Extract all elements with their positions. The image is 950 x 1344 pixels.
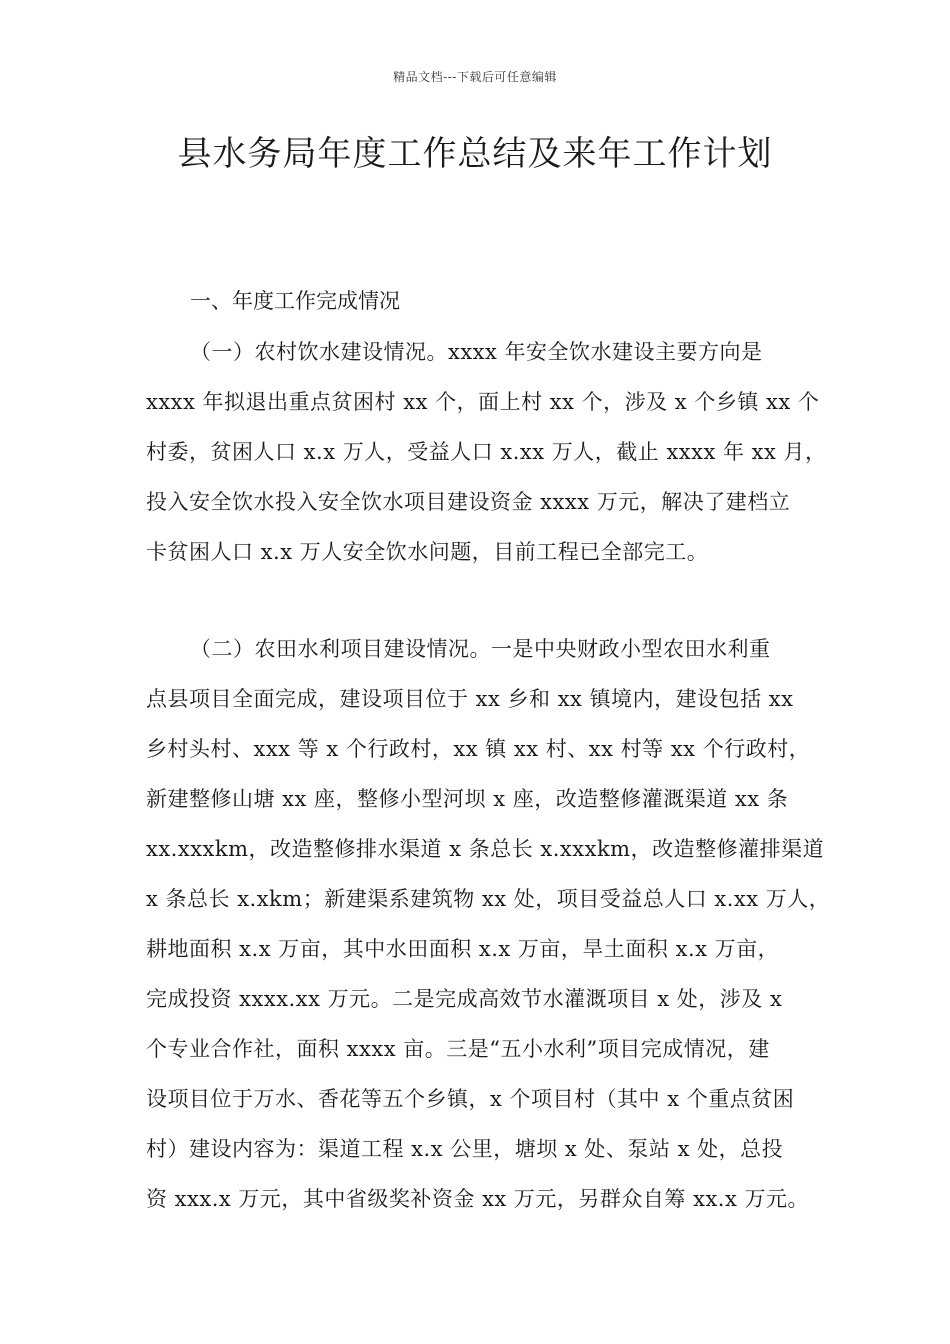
section-heading: 一、年度工作完成情况	[190, 289, 400, 313]
paragraph-line: 设项目位于万水、香花等五个乡镇，x 个项目村（其中 x 个重点贫困	[146, 1087, 795, 1111]
paragraph-line: （一）农村饮水建设情况。xxxx 年安全饮水建设主要方向是	[190, 340, 763, 364]
paragraph-line: 完成投资 xxxx.xx 万元。二是完成高效节水灌溉项目 x 处，涉及 x	[146, 987, 783, 1011]
document-title: 县水务局年度工作总结及来年工作计划	[177, 134, 773, 174]
paragraph-line: x 条总长 x.xkm；新建渠系建筑物 xx 处，项目受益总人口 x.xx 万人，	[146, 887, 831, 911]
paragraph-line: 乡村头村、xxx 等 x 个行政村，xx 镇 xx 村、xx 村等 xx 个行政村，	[146, 737, 811, 761]
paragraph-line: 资 xxx.x 万元，其中省级奖补资金 xx 万元，另群众自筹 xx.x 万元。	[146, 1187, 809, 1211]
paragraph-line: 点县项目全面完成，建设项目位于 xx 乡和 xx 镇境内，建设包括 xx	[146, 687, 794, 711]
paragraph-rural-drinking-water	[146, 327, 827, 577]
header-note: 精品文档---下载后可任意编辑	[393, 70, 557, 84]
paragraph-farmland-irrigation	[146, 624, 831, 1224]
paragraph-line: 个专业合作社，面积 xxxx 亩。三是“五小水利”项目完成情况，建	[146, 1037, 770, 1061]
paragraph-line: （二）农田水利项目建设情况。一是中央财政小型农田水利重	[190, 637, 771, 661]
paragraph-line: 卡贫困人口 x.x 万人安全饮水问题，目前工程已全部完工。	[146, 540, 709, 564]
paragraph-line: 投入安全饮水投入安全饮水项目建设资金 xxxx 万元，解决了建档立	[146, 490, 791, 514]
paragraph-line: 村）建设内容为：渠道工程 x.x 公里，塘坝 x 处、泵站 x 处，总投	[146, 1137, 784, 1161]
paragraph-line: xxxx 年拟退出重点贫困村 xx 个，面上村 xx 个，涉及 x 个乡镇 xx 个	[146, 390, 820, 414]
paragraph-line: 新建整修山塘 xx 座，整修小型河坝 x 座，改造整修灌溉渠道 xx 条	[146, 787, 789, 811]
paragraph-line: 耕地面积 x.x 万亩，其中水田面积 x.x 万亩，旱土面积 x.x 万亩，	[146, 937, 780, 961]
paragraph-line: xx.xxxkm，改造整修排水渠道 x 条总长 x.xxxkm，改造整修灌排渠道	[146, 837, 825, 861]
paragraph-line: 村委，贫困人口 x.x 万人，受益人口 x.xx 万人，截止 xxxx 年 xx 月，	[146, 440, 827, 464]
